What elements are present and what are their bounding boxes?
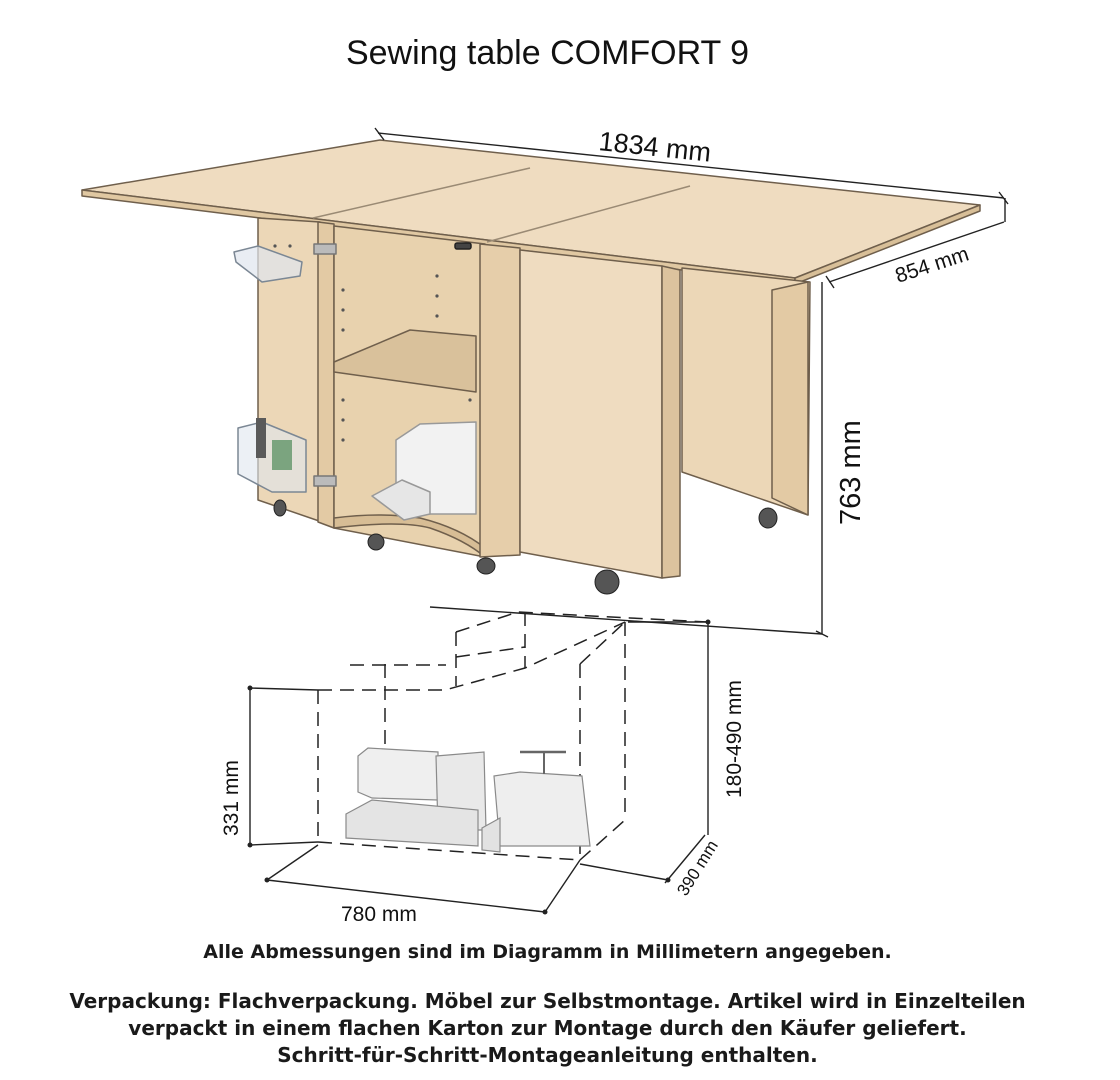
overlock-machine <box>494 772 590 846</box>
cabinet-divider <box>480 244 520 557</box>
compartment-height-label: 331 mm <box>220 760 243 836</box>
sewing-machines-in-compartment <box>346 748 590 852</box>
front-folding-panel <box>520 250 662 578</box>
height-label: 763 mm <box>835 420 867 525</box>
lift-range-label: 180-490 mm <box>723 680 746 798</box>
width-label: 1834 mm <box>597 126 713 168</box>
packaging-line-1: Verpackung: Flachverpackung. Möbel zur Selbstmontage. Artikel wird in Einzelteilen <box>69 989 1026 1013</box>
packaging-info <box>0 988 1095 1069</box>
packaging-line-2: verpackt in einem flachen Karton zur Montage durch den Käufer geliefert. <box>128 1016 967 1040</box>
compartment-width-label: 780 mm <box>341 903 417 926</box>
depth-label: 854 mm <box>892 242 972 288</box>
packaging-line-3: Schritt-für-Schritt-Montageanleitung enthalten. <box>277 1043 818 1067</box>
sewing-machine <box>358 748 438 800</box>
dimensions-note: Alle Abmessungen sind im Diagramm in Millimetern angegeben. <box>203 941 892 963</box>
diagram-title: Sewing table COMFORT 9 <box>345 34 750 72</box>
compartment-depth-label: 390 mm <box>673 836 722 900</box>
castor-wheel <box>274 500 286 516</box>
